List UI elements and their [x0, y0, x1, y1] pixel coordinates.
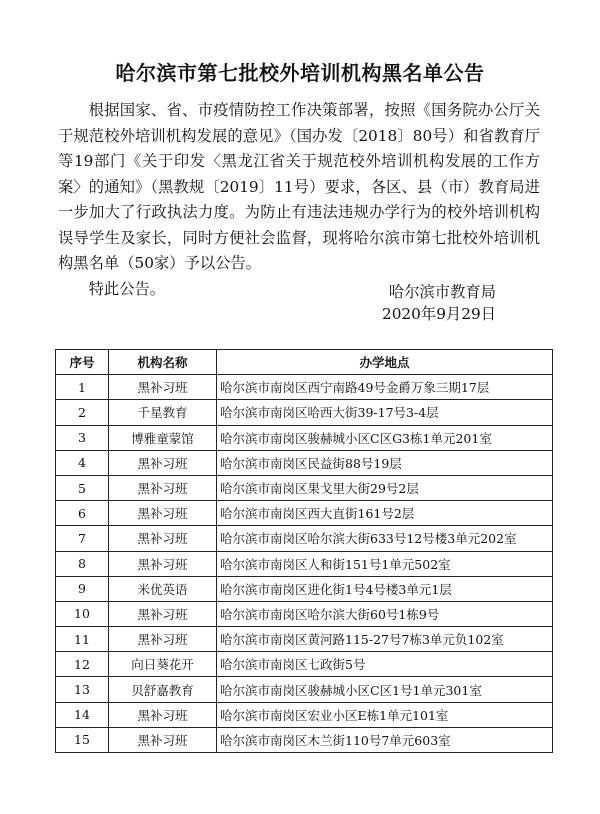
row-address: 哈尔滨市南岗区哈尔滨大街633号12号楼3单元202室: [217, 526, 553, 551]
table-row: [56, 576, 553, 601]
announcement-closing: 特此公告。: [88, 279, 166, 298]
signature-block: [382, 281, 496, 325]
row-institution-name: 米优英语: [109, 576, 217, 601]
announcement-paragraph: 根据国家、省、市疫情防控工作决策部署，按照《国务院办公厅关于规范校外培训机构发展的意见》（国办发〔2018〕80号）和省教育厅等19部门《关于印发〈黑龙江省关于规范校外培训机构发展的工作方案〉的通知》（黑教规〔2019〕11号）要求，各区、县（市）教育局进一步加大了行政执法力度。为防止有违法违规办学行为的校外培训机构误导学生及家长，同时方便社会监督，现将哈尔滨市第七批校外培训机构黑名单（50家）予以公告。: [58, 101, 540, 272]
row-address: 哈尔滨市南岗区民益街88号19层: [217, 450, 553, 475]
header-address: 办学地点: [217, 350, 553, 375]
row-address: 哈尔滨市南岗区人和街151号1单元502室: [217, 551, 553, 576]
table-row: [56, 450, 553, 475]
header-institution-name: 机构名称: [109, 350, 217, 375]
row-address: 哈尔滨市南岗区果戈里大街29号2层: [217, 475, 553, 500]
row-institution-name: 黑补习班: [109, 475, 217, 500]
row-serial-number: 14: [56, 702, 109, 727]
row-institution-name: 黑补习班: [109, 601, 217, 626]
row-institution-name: 博雅童蒙馆: [109, 425, 217, 450]
row-address: 哈尔滨市南岗区木兰街110号7单元603室: [217, 727, 553, 752]
row-institution-name: 黑补习班: [109, 450, 217, 475]
table-row: [56, 551, 553, 576]
row-serial-number: 7: [56, 526, 109, 551]
page-title: 哈尔滨市第七批校外培训机构黑名单公告: [115, 61, 485, 85]
table-row: [56, 400, 553, 425]
table-body: [56, 375, 553, 753]
row-serial-number: 15: [56, 727, 109, 752]
row-serial-number: 11: [56, 627, 109, 652]
row-serial-number: 2: [56, 400, 109, 425]
row-serial-number: 4: [56, 450, 109, 475]
row-serial-number: 10: [56, 601, 109, 626]
row-serial-number: 13: [56, 677, 109, 702]
row-institution-name: 黑补习班: [109, 627, 217, 652]
row-institution-name: 贝舒嘉教育: [109, 677, 217, 702]
row-serial-number: 12: [56, 652, 109, 677]
row-serial-number: 8: [56, 551, 109, 576]
row-serial-number: 5: [56, 475, 109, 500]
row-institution-name: 黑补习班: [109, 375, 217, 400]
row-address: 哈尔滨市南岗区黄河路115-27号7栋3单元负102室: [217, 627, 553, 652]
row-address: 哈尔滨市南岗区西大直街161号2层: [217, 501, 553, 526]
table-header-row: [56, 350, 553, 375]
issue-date: 2020年9月29日: [381, 305, 496, 323]
row-institution-name: 向日葵花开: [109, 652, 217, 677]
row-address: 哈尔滨市南岗区七政街5号: [217, 652, 553, 677]
table-row: [56, 601, 553, 626]
table-row: [56, 501, 553, 526]
table-row: [56, 677, 553, 702]
row-address: 哈尔滨市南岗区西宁南路49号金爵万象三期17层: [217, 375, 553, 400]
row-institution-name: 黑补习班: [109, 551, 217, 576]
table-row: [56, 627, 553, 652]
table-row: [56, 727, 553, 752]
table-row: [56, 425, 553, 450]
row-address: 哈尔滨市南岗区哈尔滨大街60号1栋9号: [217, 601, 553, 626]
row-institution-name: 黑补习班: [109, 702, 217, 727]
row-institution-name: 千星教育: [109, 400, 217, 425]
row-institution-name: 黑补习班: [109, 526, 217, 551]
row-address: 哈尔滨市南岗区进化街1号4号楼3单元1层: [217, 576, 553, 601]
row-institution-name: 黑补习班: [109, 501, 217, 526]
row-serial-number: 9: [56, 576, 109, 601]
table-row: [56, 375, 553, 400]
row-serial-number: 3: [56, 425, 109, 450]
issuing-organization: 哈尔滨市教育局: [388, 283, 496, 301]
row-address: 哈尔滨市南岗区骏赫城小区C区1号1单元301室: [217, 677, 553, 702]
row-address: 哈尔滨市南岗区宏业小区E栋1单元101室: [217, 702, 553, 727]
row-address: 哈尔滨市南岗区哈西大街39-17号3-4层: [217, 400, 553, 425]
table-row: [56, 475, 553, 500]
row-serial-number: 1: [56, 375, 109, 400]
table-row: [56, 702, 553, 727]
row-serial-number: 6: [56, 501, 109, 526]
row-address: 哈尔滨市南岗区骏赫城小区C区G3栋1单元201室: [217, 425, 553, 450]
table-row: [56, 526, 553, 551]
header-serial-number: 序号: [56, 350, 109, 375]
blacklist-table: [55, 349, 553, 753]
table-row: [56, 652, 553, 677]
announcement-body: [58, 98, 540, 302]
row-institution-name: 黑补习班: [109, 727, 217, 752]
